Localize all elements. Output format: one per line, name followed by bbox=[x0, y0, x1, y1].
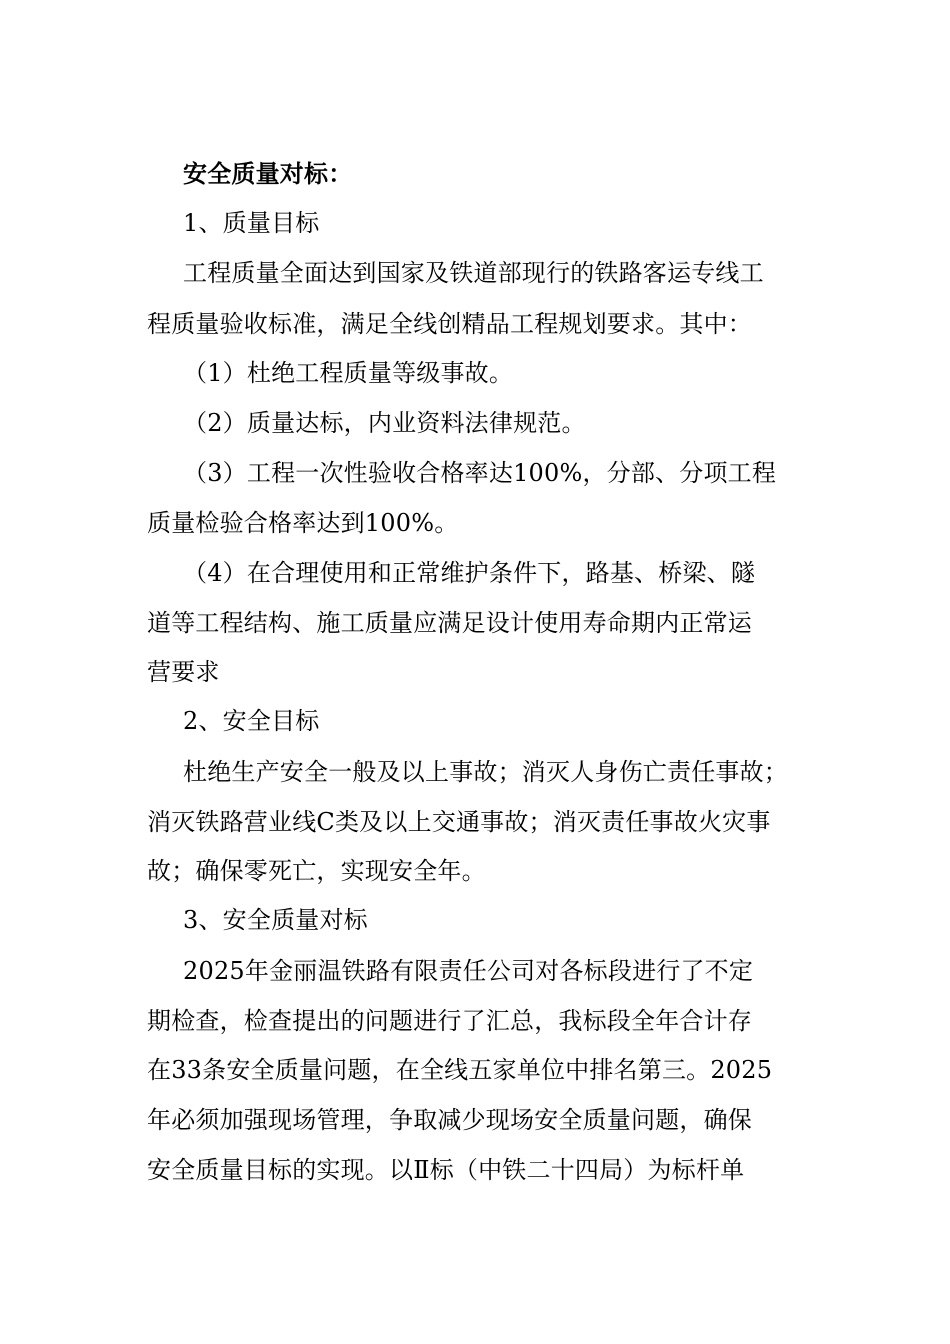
quality-item-1: （1）杜绝工程质量等级事故。 bbox=[183, 359, 514, 387]
section-1-title: 1、质量目标 bbox=[183, 209, 320, 237]
section-2-title: 2、安全目标 bbox=[183, 707, 320, 735]
section-1-intro-line-2: 程质量验收标准，满足全线创精品工程规划要求。其中： bbox=[147, 310, 752, 338]
section-3-line-5: 安全质量目标的实现。以Ⅱ标（中铁二十四局）为标杆单 bbox=[147, 1156, 745, 1184]
section-3-line-4: 年必须加强现场管理，争取减少现场安全质量问题，确保 bbox=[147, 1106, 752, 1134]
section-2-line-2: 消灭铁路营业线C类及以上交通事故；消灭责任事故火灾事 bbox=[147, 808, 771, 836]
quality-item-3-line-1: （3）工程一次性验收合格率达100%，分部、分项工程 bbox=[183, 459, 777, 487]
quality-item-4-line-1: （4）在合理使用和正常维护条件下，路基、桥梁、隧 bbox=[183, 559, 756, 587]
section-2-line-1: 杜绝生产安全一般及以上事故；消灭人身伤亡责任事故； bbox=[183, 758, 788, 786]
quality-item-2: （2）质量达标，内业资料法律规范。 bbox=[183, 409, 586, 437]
document-heading: 安全质量对标： bbox=[183, 159, 353, 188]
section-3-line-3: 在33条安全质量问题，在全线五家单位中排名第三。2025 bbox=[147, 1056, 773, 1084]
section-2-line-3: 故；确保零死亡，实现安全年。 bbox=[147, 857, 486, 885]
section-3-line-1: 2025年金丽温铁路有限责任公司对各标段进行了不定 bbox=[183, 957, 754, 985]
section-1-intro-line-1: 工程质量全面达到国家及铁道部现行的铁路客运专线工 bbox=[183, 259, 764, 287]
section-3-line-2: 期检查，检查提出的问题进行了汇总，我标段全年合计存 bbox=[147, 1007, 752, 1035]
quality-item-3-line-2: 质量检验合格率达到100%。 bbox=[147, 509, 459, 537]
section-3-title: 3、安全质量对标 bbox=[183, 906, 368, 934]
quality-item-4-line-3: 营要求 bbox=[147, 658, 220, 686]
quality-item-4-line-2: 道等工程结构、施工质量应满足设计使用寿命期内正常运 bbox=[147, 609, 752, 637]
